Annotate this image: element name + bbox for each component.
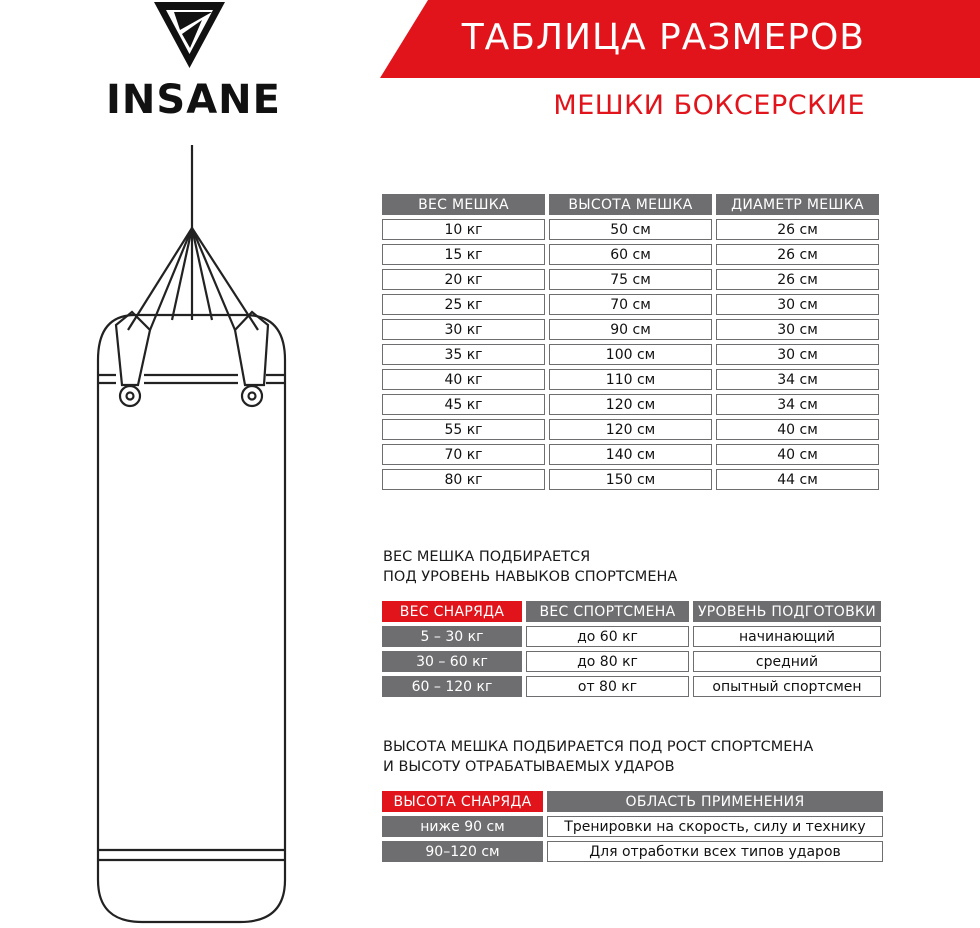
table-cell: 120 см bbox=[549, 419, 712, 440]
table-row bbox=[382, 419, 879, 440]
height-note-line: И ВЫСОТУ ОТРАБАТЫВАЕМЫХ УДАРОВ bbox=[383, 759, 675, 775]
table-cell: 40 см bbox=[716, 419, 879, 440]
table-cell: 26 см bbox=[716, 244, 879, 265]
table-cell: 110 см bbox=[549, 369, 712, 390]
table-cell: 25 кг bbox=[382, 294, 545, 315]
column-header-diameter: ДИАМЕТР МЕШКА bbox=[716, 194, 879, 215]
punching-bag-icon bbox=[80, 140, 310, 928]
table-cell: 30 см bbox=[716, 294, 879, 315]
table-cell: 20 кг bbox=[382, 269, 545, 290]
table-row bbox=[382, 469, 879, 490]
column-header-bag-height: ВЫСОТА СНАРЯДА bbox=[382, 791, 543, 812]
table-cell: 30 см bbox=[716, 319, 879, 340]
table-row bbox=[382, 369, 879, 390]
table-cell: ниже 90 см bbox=[382, 816, 543, 837]
table-cell: 90–120 см bbox=[382, 841, 543, 862]
column-header-bag-weight: ВЕС СНАРЯДА bbox=[382, 601, 522, 622]
table-cell: 60 – 120 кг bbox=[382, 676, 522, 697]
table-cell: Для отработки всех типов ударов bbox=[547, 841, 883, 862]
table-cell: 34 см bbox=[716, 369, 879, 390]
table-header-row bbox=[382, 791, 883, 812]
table-cell: 40 кг bbox=[382, 369, 545, 390]
weight-note-line: ПОД УРОВЕНЬ НАВЫКОВ СПОРТСМЕНА bbox=[383, 569, 678, 585]
table-cell: 90 см bbox=[549, 319, 712, 340]
table-cell: 26 см bbox=[716, 269, 879, 290]
table-row bbox=[382, 626, 881, 647]
table-cell: 5 – 30 кг bbox=[382, 626, 522, 647]
table-cell: 140 см bbox=[549, 444, 712, 465]
table-cell: 34 см bbox=[716, 394, 879, 415]
height-note bbox=[383, 737, 813, 777]
table-cell: средний bbox=[693, 651, 881, 672]
table-row bbox=[382, 444, 879, 465]
column-header-athlete-weight: ВЕС СПОРТСМЕНА bbox=[526, 601, 689, 622]
table-cell: 30 – 60 кг bbox=[382, 651, 522, 672]
table-cell: 26 см bbox=[716, 219, 879, 240]
table-cell: 40 см bbox=[716, 444, 879, 465]
table-row bbox=[382, 676, 881, 697]
table-cell: 50 см bbox=[549, 219, 712, 240]
table-row bbox=[382, 651, 881, 672]
usage-table bbox=[378, 787, 887, 866]
table-cell: опытный спортсмен bbox=[693, 676, 881, 697]
table-cell: 70 см bbox=[549, 294, 712, 315]
table-cell: 75 см bbox=[549, 269, 712, 290]
table-cell: 80 кг bbox=[382, 469, 545, 490]
brand-logo bbox=[86, 0, 301, 125]
table-cell: 70 кг bbox=[382, 444, 545, 465]
table-header-row bbox=[382, 601, 881, 622]
table-row bbox=[382, 219, 879, 240]
table-cell: Тренировки на скорость, силу и технику bbox=[547, 816, 883, 837]
weight-note-line: ВЕС МЕШКА ПОДБИРАЕТСЯ bbox=[383, 549, 591, 565]
insane-logo-icon bbox=[152, 0, 227, 70]
table-cell: 35 кг bbox=[382, 344, 545, 365]
size-table bbox=[378, 190, 883, 494]
table-cell: 45 кг bbox=[382, 394, 545, 415]
table-row bbox=[382, 344, 879, 365]
brand-wordmark: INSANE bbox=[106, 77, 281, 123]
table-header-row bbox=[382, 194, 879, 215]
weight-note bbox=[383, 547, 677, 587]
table-cell: 100 см bbox=[549, 344, 712, 365]
table-cell: 30 см bbox=[716, 344, 879, 365]
table-row bbox=[382, 394, 879, 415]
table-cell: до 80 кг bbox=[526, 651, 689, 672]
table-row bbox=[382, 841, 883, 862]
table-row bbox=[382, 244, 879, 265]
table-cell: 15 кг bbox=[382, 244, 545, 265]
table-cell: 120 см bbox=[549, 394, 712, 415]
column-header-application: ОБЛАСТЬ ПРИМЕНЕНИЯ bbox=[547, 791, 883, 812]
column-header-weight: ВЕС МЕШКА bbox=[382, 194, 545, 215]
table-cell: 60 см bbox=[549, 244, 712, 265]
page-subtitle: МЕШКИ БОКСЕРСКИЕ bbox=[553, 90, 865, 121]
table-cell: 44 см bbox=[716, 469, 879, 490]
table-row bbox=[382, 269, 879, 290]
table-cell: 150 см bbox=[549, 469, 712, 490]
height-note-line: ВЫСОТА МЕШКА ПОДБИРАЕТСЯ ПОД РОСТ СПОРТСМЕНА bbox=[383, 739, 814, 755]
table-cell: 10 кг bbox=[382, 219, 545, 240]
table-cell: начинающий bbox=[693, 626, 881, 647]
table-row bbox=[382, 294, 879, 315]
table-cell: 30 кг bbox=[382, 319, 545, 340]
table-row bbox=[382, 816, 883, 837]
table-row bbox=[382, 319, 879, 340]
column-header-height: ВЫСОТА МЕШКА bbox=[549, 194, 712, 215]
table-cell: до 60 кг bbox=[526, 626, 689, 647]
page-title: ТАБЛИЦА РАЗМЕРОВ bbox=[461, 17, 865, 58]
table-cell: от 80 кг bbox=[526, 676, 689, 697]
table-cell: 55 кг bbox=[382, 419, 545, 440]
column-header-level: УРОВЕНЬ ПОДГОТОВКИ bbox=[693, 601, 881, 622]
level-table bbox=[378, 597, 885, 701]
